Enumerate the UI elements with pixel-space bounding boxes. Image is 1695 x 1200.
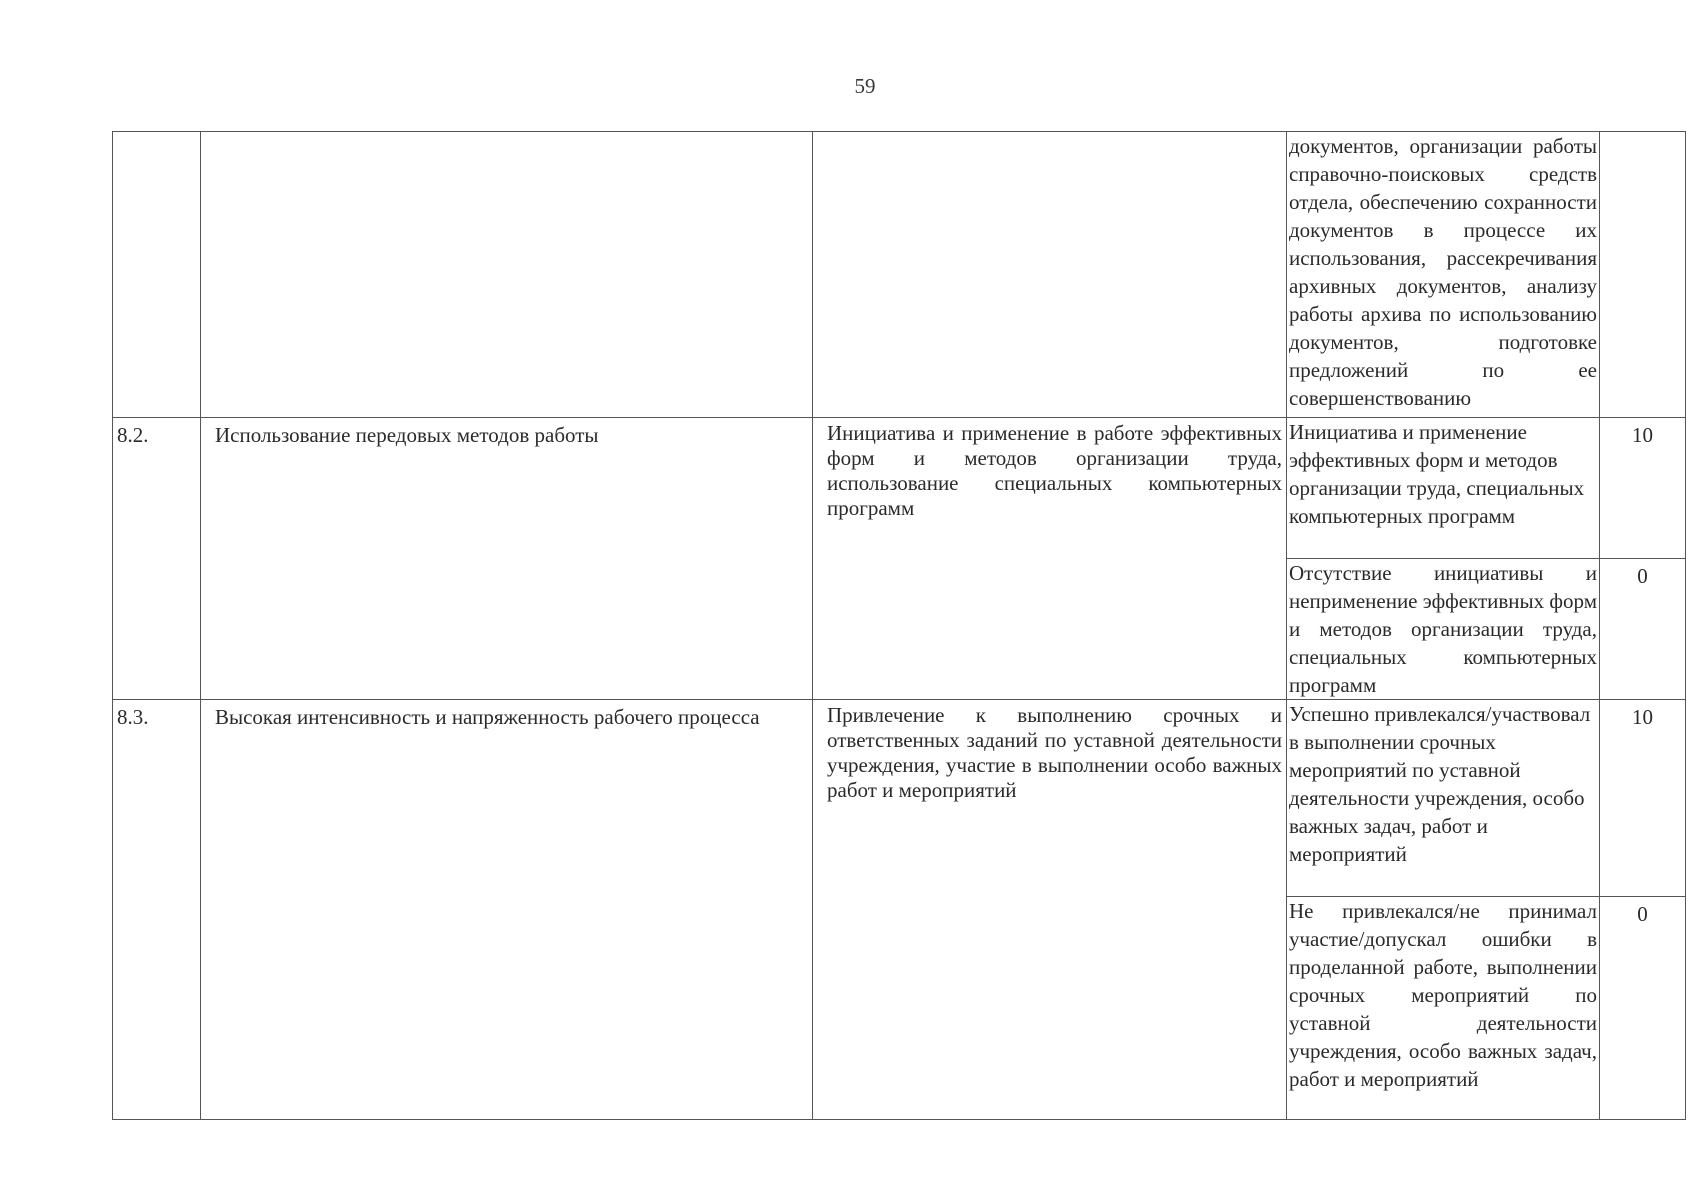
item-name bbox=[201, 132, 813, 418]
criterion-score: 10 bbox=[1600, 700, 1686, 897]
criterion-score bbox=[1600, 132, 1686, 418]
criterion-text: Инициатива и применение эффективных форм и методов организации труда, специальных компьютерных программ bbox=[1287, 418, 1600, 559]
criterion-text: Отсутствие инициативы и неприменение эффективных форм и методов организации труда, специальных компьютерных программ bbox=[1287, 559, 1600, 700]
item-number: 8.3. bbox=[113, 700, 201, 1120]
criterion-text: Успешно привлекался/участвовал в выполнении срочных мероприятий по уставной деятельности учреждения, особо важных задач, работ и мероприятий bbox=[1287, 700, 1600, 897]
item-number: 8.2. bbox=[113, 418, 201, 700]
criteria-table bbox=[112, 131, 1686, 1120]
item-number bbox=[113, 132, 201, 418]
item-description: Инициатива и применение в работе эффективных форм и методов организации труда, использование специальных компьютерных программ bbox=[813, 418, 1287, 700]
item-description bbox=[813, 132, 1287, 418]
item-name: Высокая интенсивность и напряженность рабочего процесса bbox=[201, 700, 813, 1120]
criterion-score: 0 bbox=[1600, 897, 1686, 1120]
criterion-score: 10 bbox=[1600, 418, 1686, 559]
item-description: Привлечение к выполнению срочных и ответственных заданий по уставной деятельности учреждения, участие в выполнении особо важных работ и мероприятий bbox=[813, 700, 1287, 1120]
page-number: 59 bbox=[854, 74, 876, 98]
item-name: Использование передовых методов работы bbox=[201, 418, 813, 700]
criterion-text: документов, организации работы справочно-поисковых средств отдела, обеспечению сохранности документов в процессе их использования, рассекречивания архивных документов, анализу работы архива по использованию документов, подготовке предложений по ее совершенствованию bbox=[1287, 132, 1600, 418]
criterion-score: 0 bbox=[1600, 559, 1686, 700]
table-row bbox=[113, 700, 1686, 897]
table-row bbox=[113, 132, 1686, 418]
table-row bbox=[113, 418, 1686, 559]
criterion-text: Не привлекался/не принимал участие/допускал ошибки в проделанной работе, выполнении срочных мероприятий по уставной деятельности учреждения, особо важных задач, работ и мероприятий bbox=[1287, 897, 1600, 1120]
